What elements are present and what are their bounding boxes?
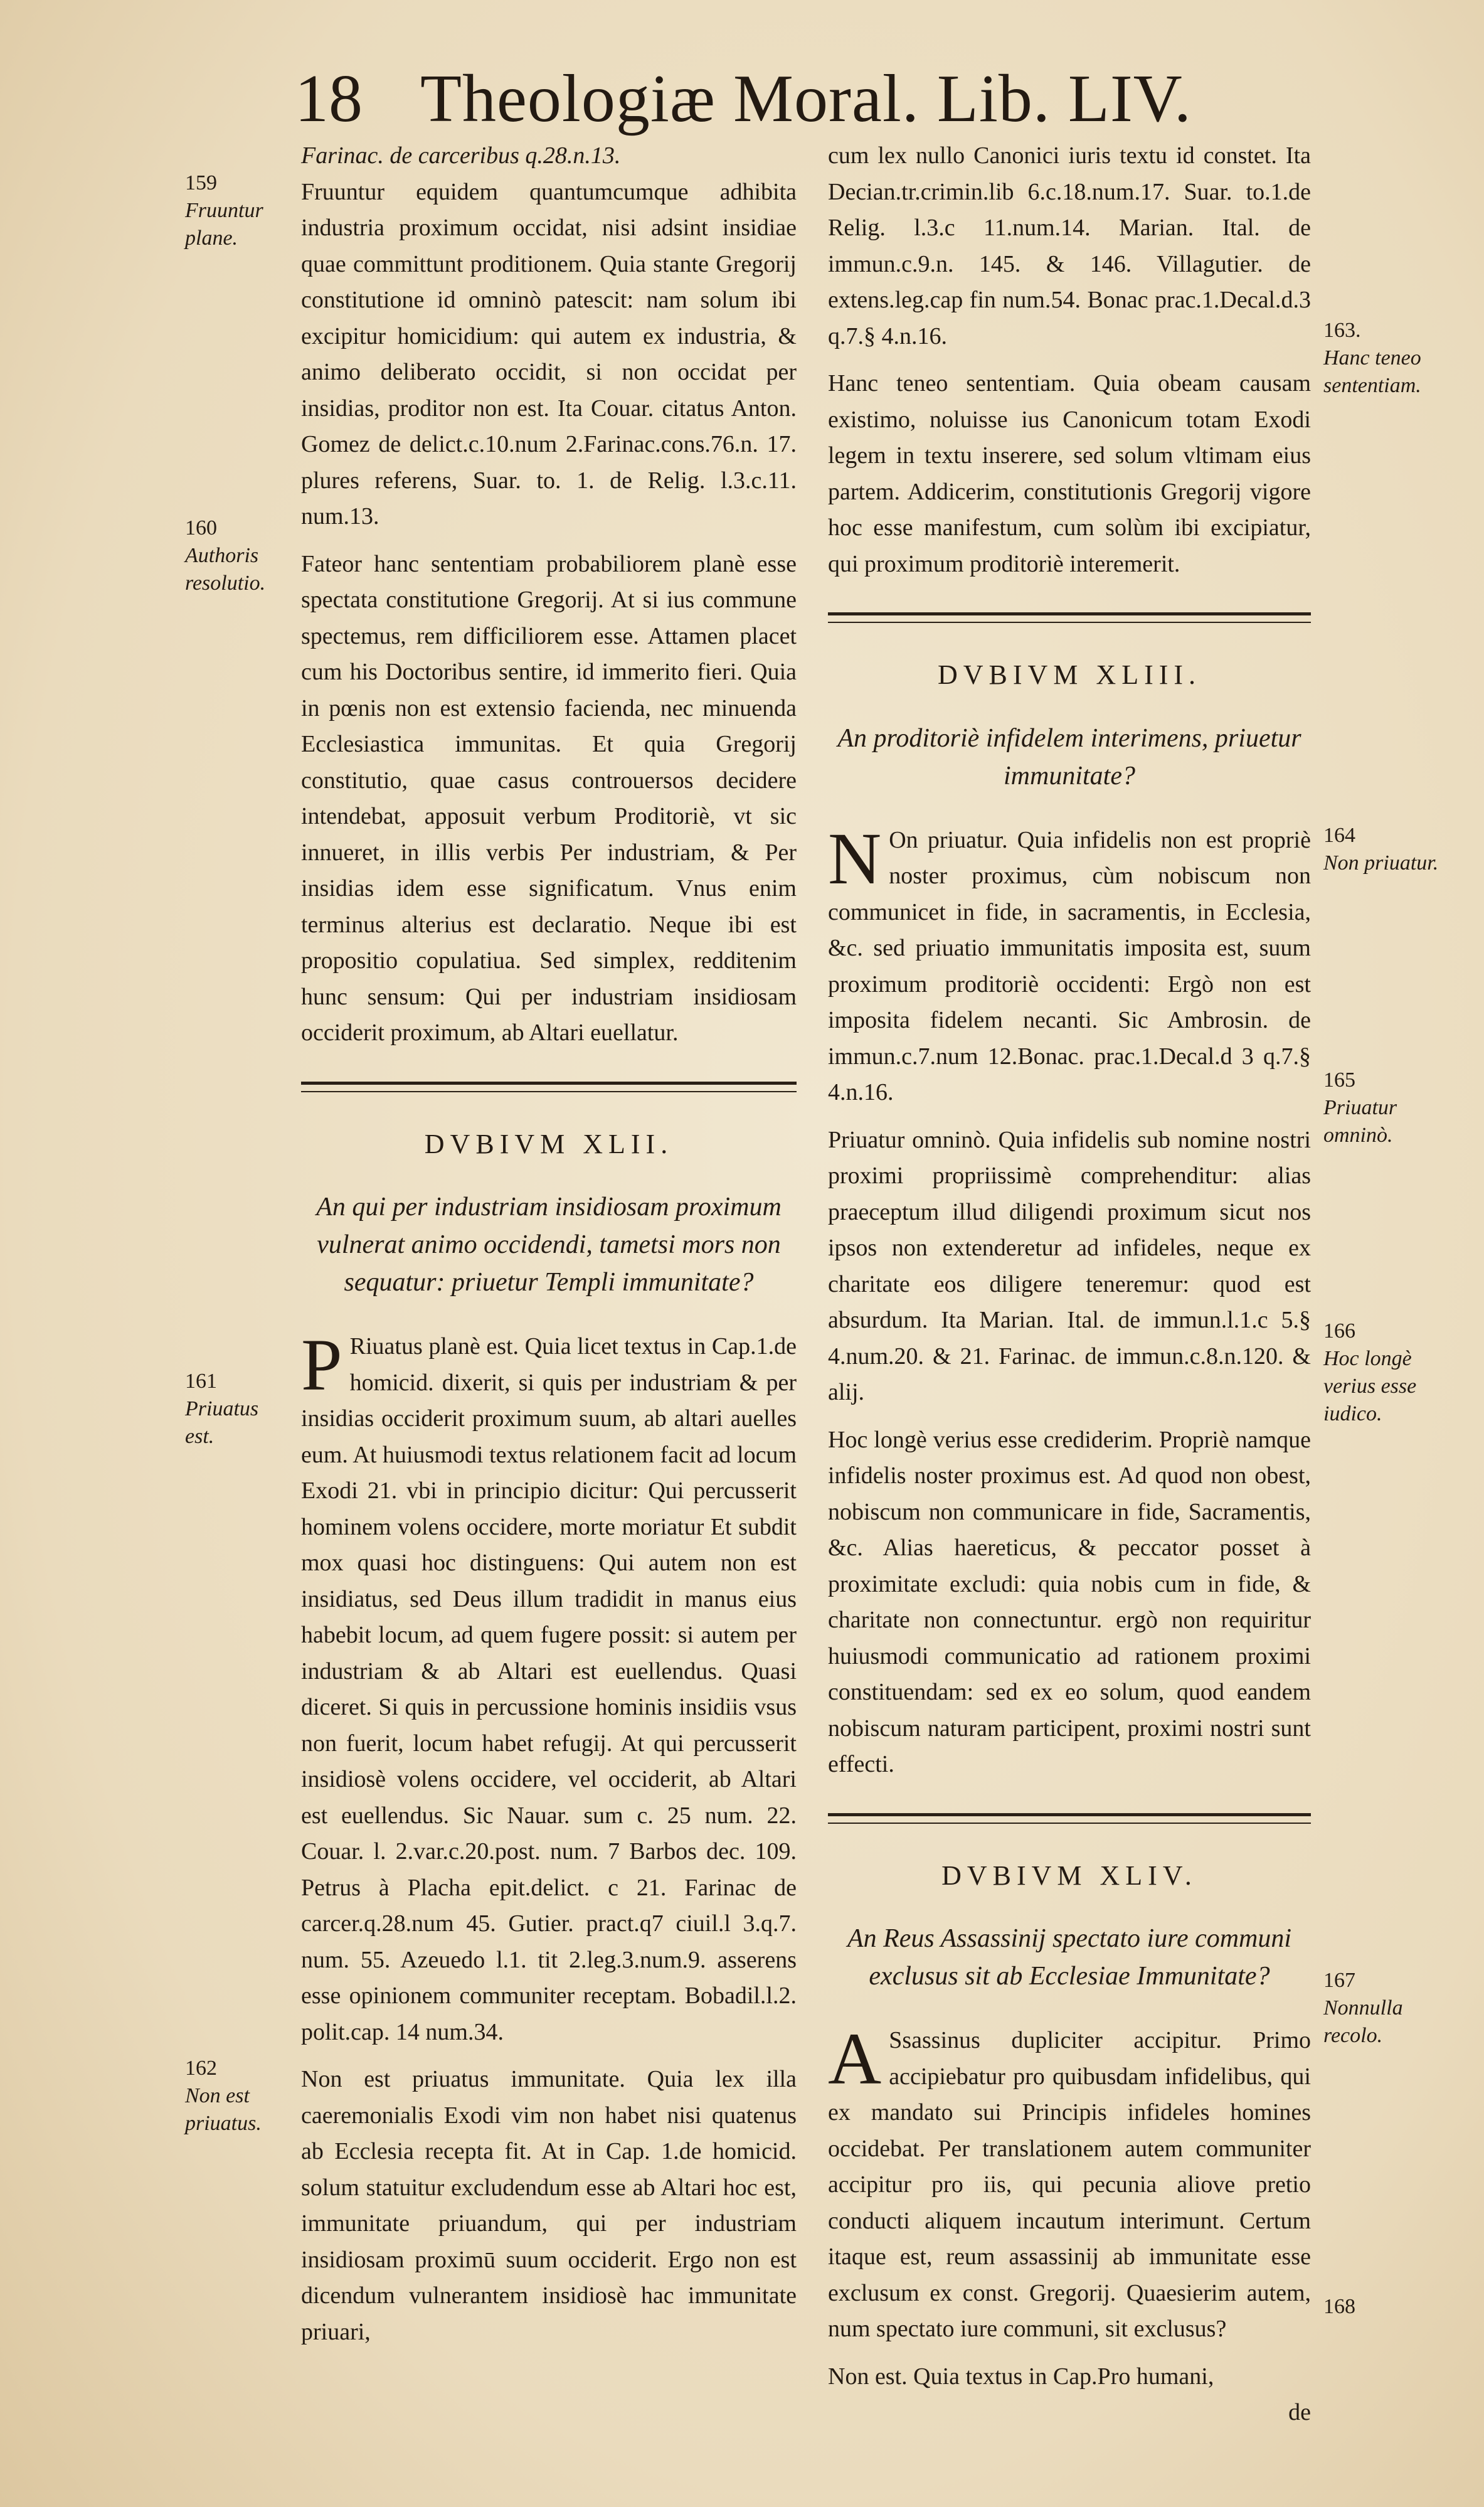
margin-label: Hoc longè verius esse iudico. xyxy=(1323,1347,1417,1425)
paragraph-continuation: cum lex nullo Canonici iuris textu id constet. Ita Decian.tr.crimin.lib 6.c.18.num.17. Suar. to.1.de Relig. l.3.c 11.num.14. Marian. Ital. de immun.c.9.n. 145. & 146. Villagutier. de extens.leg.cap fin num.54. Bonac prac.1.Decal.d.3 q.7.§ 4.n.16. xyxy=(828,142,1311,349)
dubium-heading-42: DVBIVM XLII. xyxy=(424,1128,674,1159)
margin-note-166 xyxy=(1323,1317,1443,1428)
margin-label: Non est priuatus. xyxy=(185,2084,262,2135)
margin-note-162 xyxy=(185,2055,292,2137)
margin-number: 165 xyxy=(1323,1068,1355,1092)
margin-number: 164 xyxy=(1323,824,1355,847)
section-divider xyxy=(828,612,1311,623)
margin-label: Nonnulla recolo. xyxy=(1323,1996,1403,2047)
question-42: An qui per industriam insidiosam proximum vulnerat animo occidendi, tametsi mors non sequatur: priuetur Templi immunitate? xyxy=(316,1193,782,1297)
paragraph-160: Fateor hanc sententiam probabiliorem planè esse spectata constitutione Gregorij. At si ius commune spectemus, rem difficiliorem esse. Attamen placet cum his Doctoribus sentire, id immerito fieri. Quia in pœnis non est extensio facienda, nec minuenda Ecclesiastica immunitas. Et quia Gregorij constitutio, quae casus controuersos decidere intendebat, apposuit verbum Proditoriè, vt sic innueret, in illis verbis Per industriam, & Per insidias idem esse significatum. Vnus enim terminus alterius est declaratio. Neque ibi est propositio copulatiua. Sed simplex, redditenim hunc sensum: Qui per industriam insidiosam occiderit proximum, ab Altari euellatur. xyxy=(301,550,797,1046)
margin-note-167 xyxy=(1323,1967,1443,2050)
margin-number: 168 xyxy=(1323,2295,1355,2318)
margin-number: 167 xyxy=(1323,1969,1355,1992)
paragraph-166: Hoc longè verius esse crediderim. Propriè namque infidelis noster proximus est. Ad quod non obest, nobiscum non communicare in fide, Sacramentis, &c. Alias haereticus, & peccator posset à proximitate excludi: quia nobis cum in fide, & charitate non connectuntur. ergò non requiritur huiusmodi communicatio ad rationem proximi constituendam: sed ex eo solum, quod eandem nobiscum naturam participent, proximi nostri sunt effecti. xyxy=(828,1426,1311,1777)
drop-cap: A xyxy=(828,2018,882,2100)
margin-label: Priuatur omninò. xyxy=(1323,1096,1397,1147)
paragraph-167: Ssassinus dupliciter accipitur. Primo accipiebatur pro quibusdam infidelibus, qui ex mandato sui Principis infideles homines occidebat. Per translationem autem communiter accipitur pro iis, qui pecunia aliove pretio conducti aliquem incautum interimunt. Certum itaque est, reum assassinij ab immunitate esse exclusum ex const. Gregorij. Quaesierim autem, num spectato iure communi, sit exclusus? xyxy=(828,2027,1311,2342)
paragraph-163: Hanc teneo sententiam. Quia obeam causam existimo, noluisse ius Canonicum totam Exodi legem in textu inserere, sed solum vltimam eius partem. Addicerim, constitutionis Gregorij vigore hoc esse manifestum, cum solùm ibi excipiatur, qui proximum proditoriè interemerit. xyxy=(828,370,1311,577)
margin-label: Non priuatur. xyxy=(1323,851,1439,875)
right-column xyxy=(828,138,1311,2431)
paragraph-165: Priuatur omninò. Quia infidelis sub nomine nostri proximi propriissimè comprehenditur: alias praeceptum illud diligendi proximum sicut nos ipsos non extenderetur ad infideles, neque ex charitate eos diligere teneremur: quod est absurdum. Ita Marian. Ital. de immun.l.1.c 5.§ 4.num.20. & 21. Farinac. de immun.c.8.n.120. & alij. xyxy=(828,1126,1311,1405)
margin-number: 161 xyxy=(185,1370,217,1393)
section-divider xyxy=(301,1082,797,1092)
running-title: Theologiæ Moral. Lib. LIV. xyxy=(420,61,1192,136)
margin-label: Authoris resolutio. xyxy=(185,544,266,595)
drop-cap: P xyxy=(301,1324,342,1406)
margin-note-163 xyxy=(1323,317,1443,400)
margin-note-168 xyxy=(1323,2293,1443,2321)
margin-note-161 xyxy=(185,1368,292,1450)
margin-label: Hanc teneo sententiam. xyxy=(1323,346,1421,397)
question-44: An Reus Assassinij spectato iure communi exclusus sit ab Ecclesiae Immunitate? xyxy=(847,1924,1292,1991)
drop-cap: N xyxy=(828,817,882,900)
margin-note-165 xyxy=(1323,1067,1443,1149)
margin-number: 159 xyxy=(185,171,217,194)
dubium-heading-43: DVBIVM XLIII. xyxy=(937,659,1202,690)
page-number: 18 xyxy=(295,61,363,136)
paragraph-162: Non est priuatus immunitate. Quia lex illa caeremonialis Exodi vim non habet nisi quatenus ab Ecclesia recepta fit. At in Cap. 1.de homicid. solum statuitur excludendum esse ab Altari hoc est, immunitate priuandum, qui per industriam insidiosam proximū suum occiderit. Ergo non est dicendum vulnerantem insidiosè hac immunitate priuari, xyxy=(301,2066,797,2345)
page-header xyxy=(289,60,1198,142)
margin-note-164 xyxy=(1323,822,1443,877)
margin-number: 162 xyxy=(185,2057,217,2080)
catchword: de xyxy=(1288,2399,1311,2425)
dubium-heading-44: DVBIVM XLIV. xyxy=(941,1860,1197,1891)
left-column xyxy=(301,138,797,2350)
margin-number: 166 xyxy=(1323,1319,1355,1343)
paragraph-168: Non est. Quia textus in Cap.Pro humani, xyxy=(828,2363,1214,2390)
margin-note-159 xyxy=(185,169,292,252)
margin-number: 163. xyxy=(1323,319,1361,342)
paragraph-161: Riuatus planè est. Quia licet textus in Cap.1.de homicid. dixerit, si quis per industriam & per insidias occiderit proximum suum, ab altari auelles eum. At huiusmodi textus relationem facit ad locum Exodi 21. vbi in principio dicitur: Qui percusserit hominem volens occidere, morte moriatur Et subdit mox quasi hoc distinguens: Qui autem non est insidiatus, sed Deus illum tradidit in manus eius habebit locum, ad quem fugere possit: si autem per industriam & ab Altari est euellendus. Quasi diceret. Si quis in percussione hominis insidiis vsus non fuerit, locum habet refugij. At qui percusserit insidiosè volens occidere, vel occiderit, ab Altari est euellendus. Sic Nauar. sum c. 25 num. 22. Couar. l. 2.var.c.20.post. num. 7 Barbos dec. 109. Petrus à Placha epit.delict. c 21. Farinac de carcer.q.28.num 45. Gutier. pract.q7 ciuil.l 3.q.7. num. 55. Azeuedo l.1. tit 2.leg.3.num.9. asserens esse opinionem communiter receptam. Bobadil.l.2. polit.cap. 14 num.34. xyxy=(301,1333,797,2045)
section-divider xyxy=(828,1813,1311,1824)
question-43: An proditoriè infidelem interimens, priuetur immunitate? xyxy=(837,723,1301,790)
paragraph-159: Fruuntur equidem quantumcumque adhibita industria proximum occidat, nisi adsint insidiae quae committunt proditionem. Quia stante Gregorij constitutione id omninò patescit: nam solum ibi excipitur homicidium: qui autem ex industria, & animo deliberato occidit, si non occidat per insidias, proditor non est. Ita Couar. citatus Anton. Gomez de delict.c.10.num 2.Farinac.cons.76.n. 17. plures referens, Suar. to. 1. de Relig. l.3.c.11. num.13. xyxy=(301,178,797,530)
paragraph-continuation: Farinac. de carceribus q.28.n.13. xyxy=(301,142,621,169)
margin-number: 160 xyxy=(185,516,217,540)
margin-note-160 xyxy=(185,514,292,597)
margin-label: Priuatus est. xyxy=(185,1397,259,1448)
margin-label: Fruuntur plane. xyxy=(185,199,263,250)
paragraph-164: On priuatur. Quia infidelis non est propriè noster proximus, cùm nobiscum non communicet in fide, in sacramentis, in Ecclesia, &c. sed priuatio immunitatis imposita est, suum proximum proditoriè occidenti: Ergò non est imposita fidelem necanti. Sic Ambrosin. de immun.c.7.num 12.Bonac. prac.1.Decal.d 3 q.7.§ 4.n.16. xyxy=(828,826,1311,1105)
